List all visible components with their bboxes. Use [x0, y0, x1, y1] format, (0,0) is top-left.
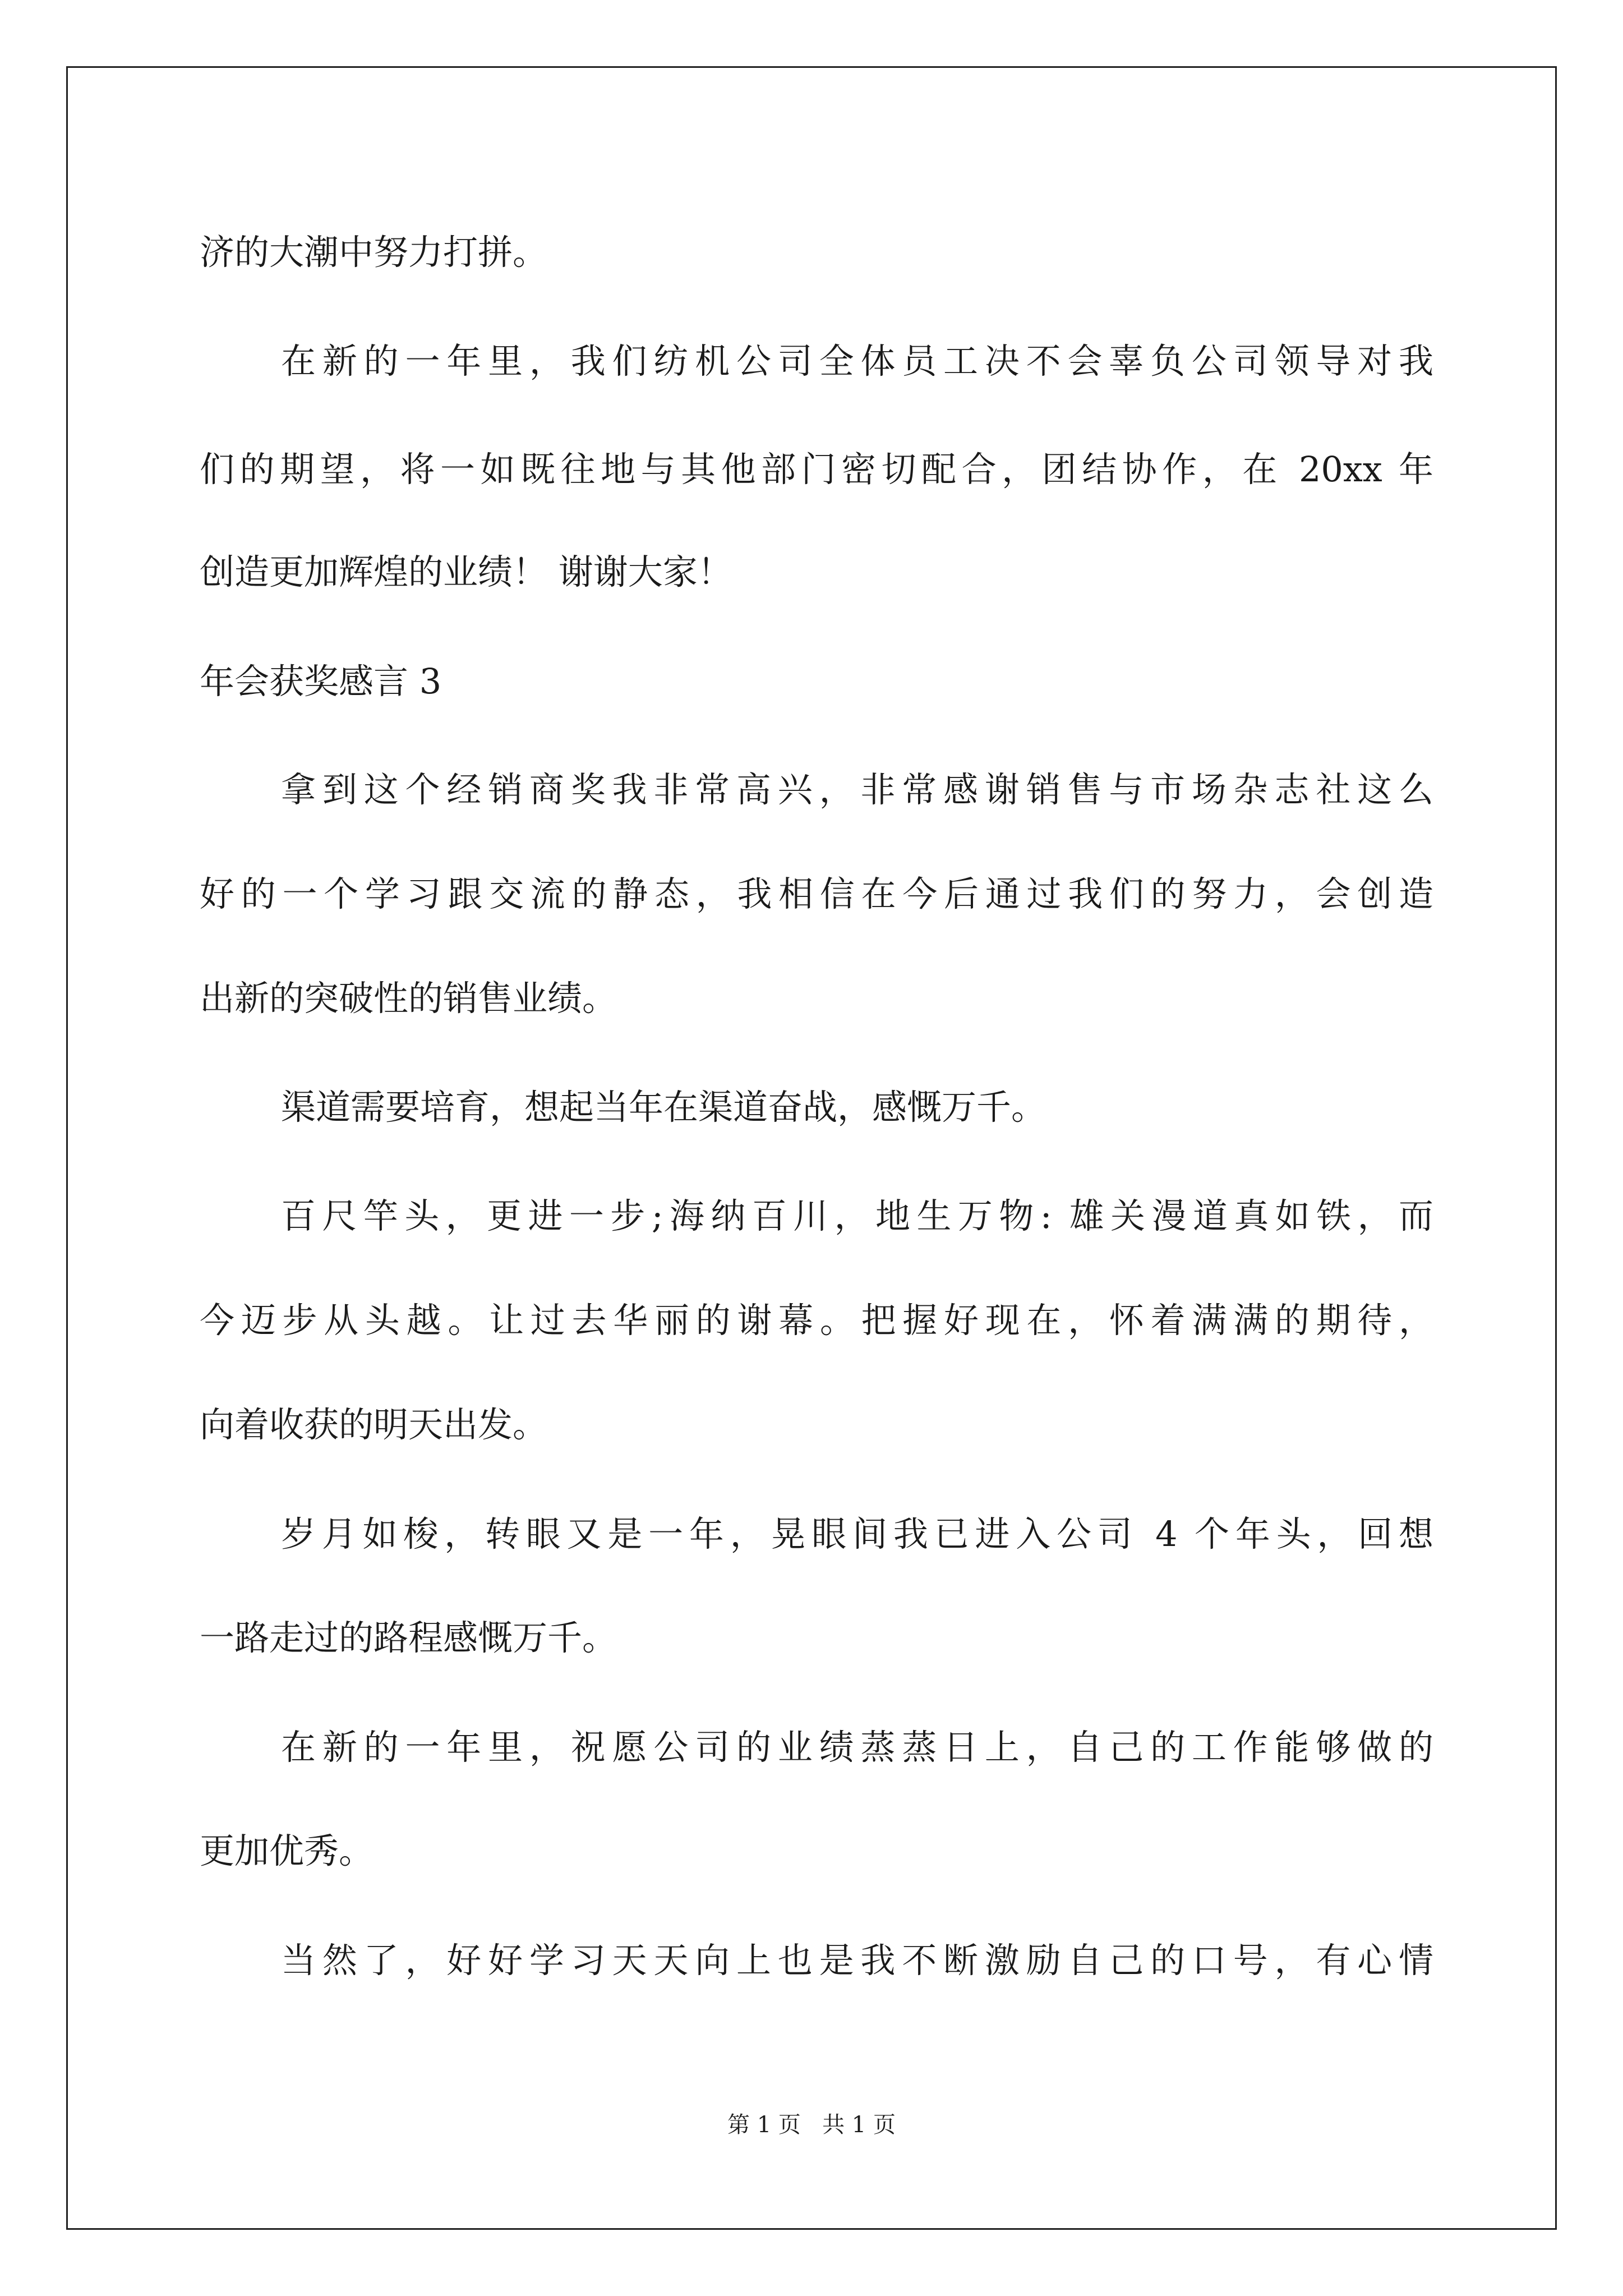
paragraph-line: 在新的一年里，我们纺机公司全体员工决不会辜负公司领导对我: [281, 341, 1433, 381]
paragraph-line: 创造更加辉煌的业绩！ 谢谢大家！: [200, 551, 732, 592]
paragraph-line: 百尺竿头，更进一步;海纳百川，地生万物: 雄关漫道真如铁，而: [281, 1195, 1433, 1236]
paragraph-line: 在新的一年里，祝愿公司的业绩蒸蒸日上，自己的工作能够做的: [281, 1727, 1433, 1768]
paragraph-line: 出新的突破性的销售业绩。: [200, 978, 617, 1019]
paragraph-line: 拿到这个经销商奖我非常高兴，非常感谢销售与市场杂志社这么: [281, 769, 1433, 810]
paragraph-line: 渠道需要培育，想起当年在渠道奋战，感慨万千。: [281, 1087, 1046, 1128]
paragraph-line: 向着收获的明天出发。: [200, 1404, 548, 1445]
paragraph-line: 济的大潮中努力打拼。: [200, 232, 548, 273]
paragraph-line: 更加优秀。: [200, 1830, 374, 1871]
section-heading: 年会获奖感言 3: [200, 661, 442, 702]
page-border: [66, 66, 1557, 2230]
page-footer: 第 1 页 共 1 页: [727, 2112, 896, 2138]
paragraph-line: 们的期望，将一如既往地与其他部门密切配合，团结协作，在 20xx 年: [200, 449, 1433, 490]
paragraph-line: 今迈步从头越。让过去华丽的谢幕。把握好现在，怀着满满的期待，: [200, 1300, 1433, 1341]
paragraph-line: 一路走过的路程感慨万千。: [200, 1617, 617, 1658]
paragraph-line: 岁月如梭，转眼又是一年，晃眼间我已进入公司 4 个年头，回想: [281, 1513, 1433, 1554]
paragraph-line: 当然了，好好学习天天向上也是我不断激励自己的口号，有心情: [281, 1940, 1433, 1981]
paragraph-line: 好的一个学习跟交流的静态，我相信在今后通过我们的努力，会创造: [200, 873, 1433, 914]
